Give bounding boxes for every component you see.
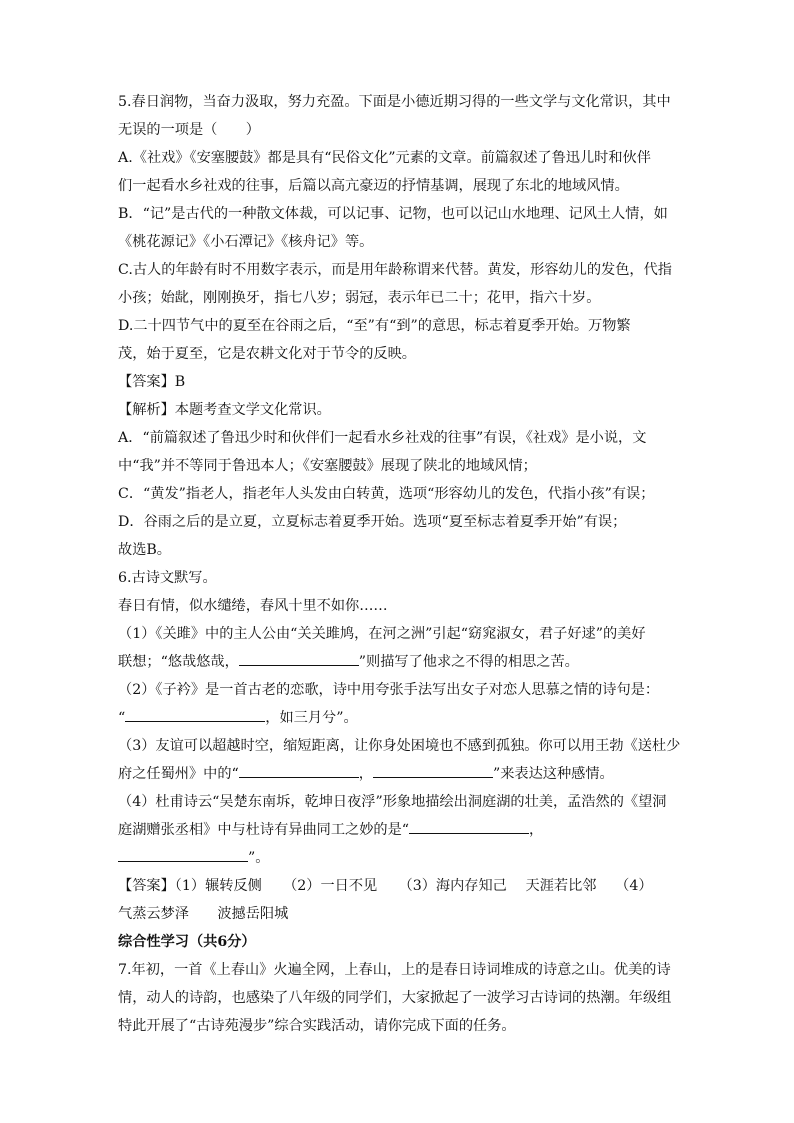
q6-4-line-1: （4）杜甫诗云“吴楚东南坼，乾坤日夜浮”形象地描绘出洞庭湖的壮美，孟浩然的《望洞 xyxy=(118,794,667,810)
q6-1-line-2 xyxy=(118,648,688,676)
q6-1-blank[interactable] xyxy=(239,651,359,666)
q6-3-line-1: （3）友谊可以超越时空，缩短距离，让你身处困境也不感到孤独。你可以用王勃《送杜少 xyxy=(118,738,681,754)
q6-2-open: “ xyxy=(118,710,126,726)
q6-2-line-1: （2）《子衿》是一首古老的恋歌，诗中用夸张手法写出女子对恋人思慕之情的诗句是： xyxy=(118,682,660,698)
q5-option-a-line-1: A.《社戏》《安塞腰鼓》都是具有“民俗文化”元素的文章。前篇叙述了鲁迅儿时和伙伴 xyxy=(118,150,651,166)
q5-option-b-line-2: 《桃花源记》《小石潭记》《核舟记》等。 xyxy=(118,234,374,250)
q5-analysis-a-line-1: A．“前篇叙述了鲁迅少时和伙伴们一起看水乡社戏的往事”有误，《社戏》是小说，文 xyxy=(118,430,647,446)
q5-analysis-a-line-2: 中“我”并不等同于鲁迅本人；《安塞腰鼓》展现了陕北的地域风情； xyxy=(118,458,537,474)
q5-stem-line-2: 无误的一项是（ ） xyxy=(118,122,260,138)
q6-2-blank[interactable] xyxy=(125,707,265,722)
q6-4-tail: ”。 xyxy=(248,850,270,866)
q5-conclusion: 故选B。 xyxy=(118,542,171,558)
q6-3-tail: ”来表达这种感情。 xyxy=(492,766,614,782)
q6-1-line-1: （1）《关雎》中的主人公由“关关雎鸠，在河之洲”引起“窈窕淑女，君子好逑”的美好 xyxy=(118,626,646,642)
q7-line-2: 情，动人的诗韵，也感染了八年级的同学们，大家掀起了一波学习古诗词的热潮。年级组 xyxy=(118,990,672,1006)
q5-option-d-line-1: D.二十四节气中的夏至在谷雨之后，“至”有“到”的意思，标志着夏季开始。万物繁 xyxy=(118,318,631,334)
q6-4-blank-2[interactable] xyxy=(118,847,248,862)
q6-answer-line-2: 气蒸云梦泽 波撼岳阳城 xyxy=(118,906,289,922)
q6-2-tail: ，如三月兮”。 xyxy=(265,710,358,726)
q5-option-c-line-2: 小孩；始龀，刚刚换牙，指七八岁；弱冠，表示年已二十；花甲，指六十岁。 xyxy=(118,290,601,306)
exam-page xyxy=(118,88,688,1040)
q6-1-text: 联想；“悠哉悠哉， xyxy=(118,654,239,670)
q6-3-blank-2[interactable] xyxy=(373,763,493,778)
q5-option-c-line-1: C.古人的年龄有时不用数字表示，而是用年龄称谓来代替。黄发，形容幼儿的发色，代指 xyxy=(118,262,672,278)
q5-analysis-title: 【解析】本题考查文学文化常识。 xyxy=(118,402,331,418)
q6-4-mid: ， xyxy=(529,822,544,838)
q6-answer-line-1: 【答案】（1）辗转反侧 （2）一日不见 （3）海内存知己 天涯若比邻 （4） xyxy=(118,878,653,894)
q5-option-b-line-1: B．“记”是古代的一种散文体裁，可以记事、记物，也可以记山水地理、记风土人情，如 xyxy=(118,206,668,222)
q5-answer: 【答案】B xyxy=(118,374,186,390)
section-title: 综合性学习（共6分） xyxy=(118,934,256,950)
q7-line-1: 7.年初，一首《上春山》火遍全网，上春山，上的是春日诗词堆成的诗意之山。优美的诗 xyxy=(118,962,671,978)
q6-3-mid: ， xyxy=(358,766,373,782)
q6-intro: 春日有情，似水缱绻，春风十里不如你…… xyxy=(118,598,388,614)
q6-4-blank-1[interactable] xyxy=(409,819,529,834)
q6-3-blank-1[interactable] xyxy=(239,763,359,778)
q5-analysis-d: D．谷雨之后的是立夏，立夏标志着夏季开始。选项“夏至标志着夏季开始”有误； xyxy=(118,514,627,530)
q5-option-d-line-2: 茂，始于夏至，它是农耕文化对于节令的反映。 xyxy=(118,346,416,362)
q6-3-head: 府之任蜀州》中的“ xyxy=(118,766,239,782)
q5-option-a-line-2: 们一起看水乡社戏的往事，后篇以高亢豪迈的抒情基调，展现了东北的地域风情。 xyxy=(118,178,629,194)
q6-2-line-2 xyxy=(118,704,688,732)
q6-4-line-3 xyxy=(118,844,688,872)
q6-4-line-2 xyxy=(118,816,688,844)
q6-4-head: 庭湖赠张丞相》中与杜诗有异曲同工之妙的是“ xyxy=(118,822,410,838)
q6-1-tail: ”则描写了他求之不得的相思之苦。 xyxy=(358,654,579,670)
q5-stem-line-1: 5.春日润物，当奋力汲取，努力充盈。下面是小德近期习得的一些文学与文化常识，其中 xyxy=(118,94,671,110)
q6-3-line-2 xyxy=(118,760,688,788)
q5-analysis-c: C．“黄发”指老人，指老年人头发由白转黄，选项“形容幼儿的发色，代指小孩”有误； xyxy=(118,486,655,502)
q7-line-3: 特此开展了“古诗苑漫步”综合实践活动，请你完成下面的任务。 xyxy=(118,1018,516,1034)
q6-title: 6.古诗文默写。 xyxy=(118,570,217,586)
